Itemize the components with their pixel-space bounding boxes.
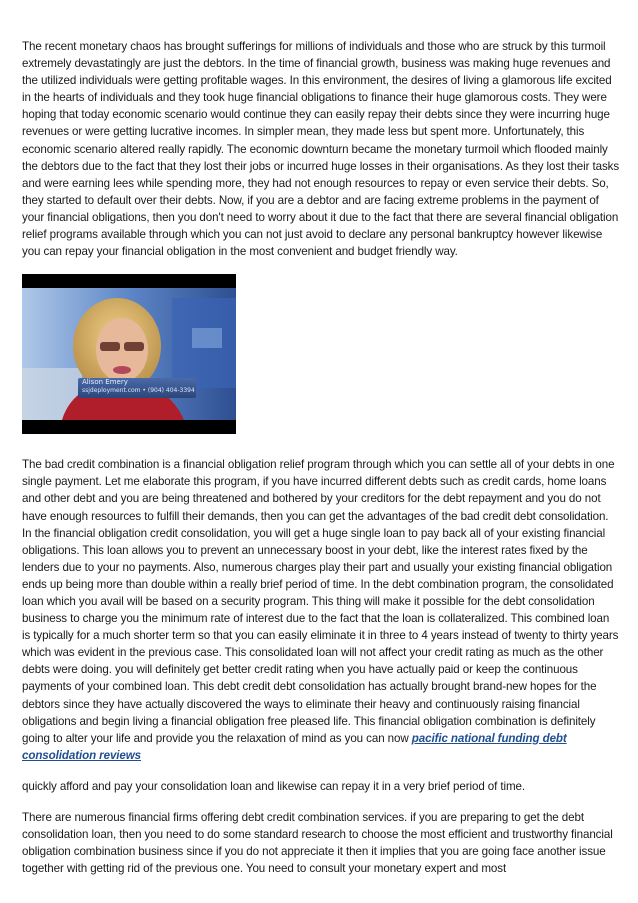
paragraph-firms: There are numerous financial firms offering debt credit combination services. if you are preparing to get the debt consolidation loan, then you need to do some standard research to choose the most efficient and trustworthy financial obligation combination business since if you do not appreciate it then it implies that you are going face another issue together with getting rid of the previous one. You need to consult your monetary expert and most	[22, 811, 613, 876]
document-body	[22, 38, 620, 887]
caption-website: ssjdeployment.com • (904) 404-3394	[82, 387, 195, 395]
paragraph-program	[22, 456, 620, 764]
paragraph-repay: quickly afford and pay your consolidation loan and likewise can repay it in a very brief period of time.	[22, 779, 526, 793]
paragraph-intro: The recent monetary chaos has brought sufferings for millions of individuals and those who are struck by this turmoil extremely devastatingly are just the debtors. In the time of financial growth, business was making huge revenues and the utilized individuals were getting profitable wages. In this environment, the desires of living a glamorous life excited in the hearts of individuals and they took huge financial obligations to finance their huge glamorous costs. They were hoping that today economic scenario would continue they can easily repay their debts since they were incurring huge revenues or were getting lucrative incomes. In simpler mean, they made less but spent more. Unfortunately, this economic scenario altered really rapidly. The economic downturn became the monetary turmoil which flooded mainly the debtors due to the fact that they lost their jobs or incurred huge losses in their organisations. As they lost their tasks and were earning lees while spending more, they had not enough resources to repay or even service their debts. So, they started to default over their debts. Now, if you are a debtor and are facing extreme problems in the payment of your financial obligations, then you don't need to worry about it due to the fact that there are several financial obligation relief programs available through which you can not just avoid to declare any personal bankruptcy however likewise you can repay your financial obligation in the most convenient and budget friendly way.	[22, 40, 620, 259]
embedded-video[interactable]	[22, 274, 236, 434]
video-frame	[22, 288, 236, 420]
reviews-link[interactable]: pacific national funding debt consolidation reviews	[22, 731, 567, 762]
paragraph-program-text: The bad credit combination is a financial obligation relief program through which you can settle all of your debts in one single payment. Let me elaborate this program, if you have incurred different debts such as credit cards, home loans and other debt and you are being threatened and bothered by your creditors for the debt repayment and you do not have enough resources to fulfill their demands, then you can get the advantages of the bad credit debt consolidation. In the financial obligation credit consolidation, you will get a huge single loan to pay back all of your existing financial obligations. This loan allows you to prevent an unnecessary boost in your debt, like the interest rates fixed by the lenders due to your no payments. Also, numerous charges play their part and usually your existing financial obligation ends up being more than double within a really brief period of time. In the debt combination program, the consolidated loan which you avail will be based on a security program. This thing will make it possible for the debt consolidation business to charge you the minimum rate of interest due to the fact that the loan is collateralized. This combined loan is typically for a much shorter term so that you can easily eliminate it in three to 4 years instead of twenty to thirty years which was evident in the previous case. This consolidated loan will not affect your credit rating as much as the other debts were doing. you will definitely get better credit rating when you have actually paid or keep the continuous payments of your combined loan. This debt credit debt consolidation has actually brought brand-new hopes for the debtors since they have actually discovered the ways to eliminate their heavy and continuously raising financial obligations and begin living a financial obligation free pleased life. This financial obligation combination is definitely going to alter your life and provide you the relaxation of mind as you can now	[22, 458, 619, 745]
caption-name: Alison Emery	[82, 378, 128, 387]
